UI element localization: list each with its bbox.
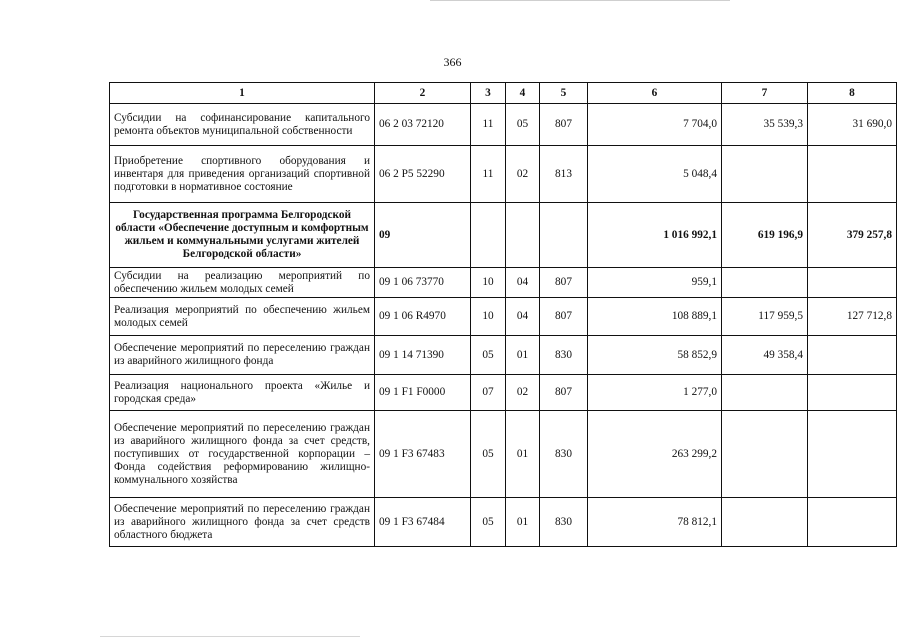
row-amount-8 (808, 375, 897, 411)
row-section: 10 (471, 268, 506, 298)
row-type: 830 (540, 411, 588, 498)
row-code: 06 2 03 72120 (375, 104, 471, 146)
row-name: Приобретение спортивного оборудования и инвентаря для приведения организаций спортивной подготовки в нормативное состояние (110, 146, 375, 203)
row-amount-7: 35 539,3 (722, 104, 808, 146)
row-amount-7: 619 196,9 (722, 203, 808, 268)
row-section: 07 (471, 375, 506, 411)
row-amount-6: 263 299,2 (588, 411, 722, 498)
row-amount-6: 1 277,0 (588, 375, 722, 411)
header-col-7: 7 (722, 83, 808, 104)
table-row (110, 336, 897, 375)
row-section: 10 (471, 298, 506, 336)
budget-table (109, 82, 897, 547)
header-col-5: 5 (540, 83, 588, 104)
table-row (110, 298, 897, 336)
scan-edge-line (430, 0, 730, 1)
table-row (110, 498, 897, 547)
row-subsection: 04 (506, 268, 540, 298)
header-col-6: 6 (588, 83, 722, 104)
row-amount-8 (808, 498, 897, 547)
row-name: Субсидии на софинансирование капитального ремонта объектов муниципальной собственности (110, 104, 375, 146)
row-amount-6: 1 016 992,1 (588, 203, 722, 268)
page-number: 366 (443, 55, 462, 69)
row-amount-6: 78 812,1 (588, 498, 722, 547)
row-subsection: 01 (506, 411, 540, 498)
row-amount-8 (808, 411, 897, 498)
table-row (110, 411, 897, 498)
row-name: Обеспечение мероприятий по переселению граждан из аварийного жилищного фонда за счет средств, поступивших от государственной корпорации – Фонда содействия реформированию жилищно-коммунального хозяйства (110, 411, 375, 498)
row-subsection: 04 (506, 298, 540, 336)
table-row (110, 268, 897, 298)
row-name: Обеспечение мероприятий по переселению граждан из аварийного жилищного фонда (110, 336, 375, 375)
row-subsection: 02 (506, 375, 540, 411)
row-type: 830 (540, 498, 588, 547)
row-type: 807 (540, 268, 588, 298)
row-code: 09 1 F3 67484 (375, 498, 471, 547)
row-section: 11 (471, 146, 506, 203)
row-amount-6: 58 852,9 (588, 336, 722, 375)
header-col-1: 1 (110, 83, 375, 104)
row-amount-7: 117 959,5 (722, 298, 808, 336)
row-amount-8: 127 712,8 (808, 298, 897, 336)
row-code: 06 2 P5 52290 (375, 146, 471, 203)
row-section: 11 (471, 104, 506, 146)
header-col-3: 3 (471, 83, 506, 104)
row-type: 813 (540, 146, 588, 203)
row-amount-8 (808, 146, 897, 203)
row-section: 05 (471, 411, 506, 498)
row-amount-8 (808, 336, 897, 375)
header-row (110, 83, 897, 104)
row-type: 807 (540, 375, 588, 411)
row-type: 830 (540, 336, 588, 375)
row-amount-6: 959,1 (588, 268, 722, 298)
row-amount-8: 379 257,8 (808, 203, 897, 268)
row-amount-7 (722, 375, 808, 411)
row-section: 05 (471, 498, 506, 547)
row-type (540, 203, 588, 268)
row-amount-8: 31 690,0 (808, 104, 897, 146)
row-code: 09 (375, 203, 471, 268)
row-type: 807 (540, 298, 588, 336)
row-subsection: 05 (506, 104, 540, 146)
row-amount-6: 5 048,4 (588, 146, 722, 203)
table-row (110, 203, 897, 268)
row-section (471, 203, 506, 268)
row-amount-7 (722, 411, 808, 498)
row-name: Реализация национального проекта «Жилье и городская среда» (110, 375, 375, 411)
scan-edge-line (100, 636, 360, 637)
header-col-8: 8 (808, 83, 897, 104)
row-section: 05 (471, 336, 506, 375)
row-subsection: 01 (506, 498, 540, 547)
row-amount-6: 7 704,0 (588, 104, 722, 146)
row-type: 807 (540, 104, 588, 146)
row-code: 09 1 06 73770 (375, 268, 471, 298)
row-code: 09 1 06 R4970 (375, 298, 471, 336)
row-amount-7: 49 358,4 (722, 336, 808, 375)
row-amount-6: 108 889,1 (588, 298, 722, 336)
row-code: 09 1 F1 F0000 (375, 375, 471, 411)
row-name: Государственная программа Белгородской области «Обеспечение доступным и комфортным жильем и коммунальными услугами жителей Белгородской области» (110, 203, 375, 268)
row-code: 09 1 F3 67483 (375, 411, 471, 498)
row-subsection: 01 (506, 336, 540, 375)
table-row (110, 104, 897, 146)
table-row (110, 375, 897, 411)
header-col-2: 2 (375, 83, 471, 104)
row-name: Субсидии на реализацию мероприятий по обеспечению жильем молодых семей (110, 268, 375, 298)
row-amount-8 (808, 268, 897, 298)
row-name: Реализация мероприятий по обеспечению жильем молодых семей (110, 298, 375, 336)
row-amount-7 (722, 146, 808, 203)
row-name: Обеспечение мероприятий по переселению граждан из аварийного жилищного фонда за счет средств областного бюджета (110, 498, 375, 547)
row-code: 09 1 14 71390 (375, 336, 471, 375)
row-subsection: 02 (506, 146, 540, 203)
table-row (110, 146, 897, 203)
row-amount-7 (722, 498, 808, 547)
row-amount-7 (722, 268, 808, 298)
row-subsection (506, 203, 540, 268)
header-col-4: 4 (506, 83, 540, 104)
